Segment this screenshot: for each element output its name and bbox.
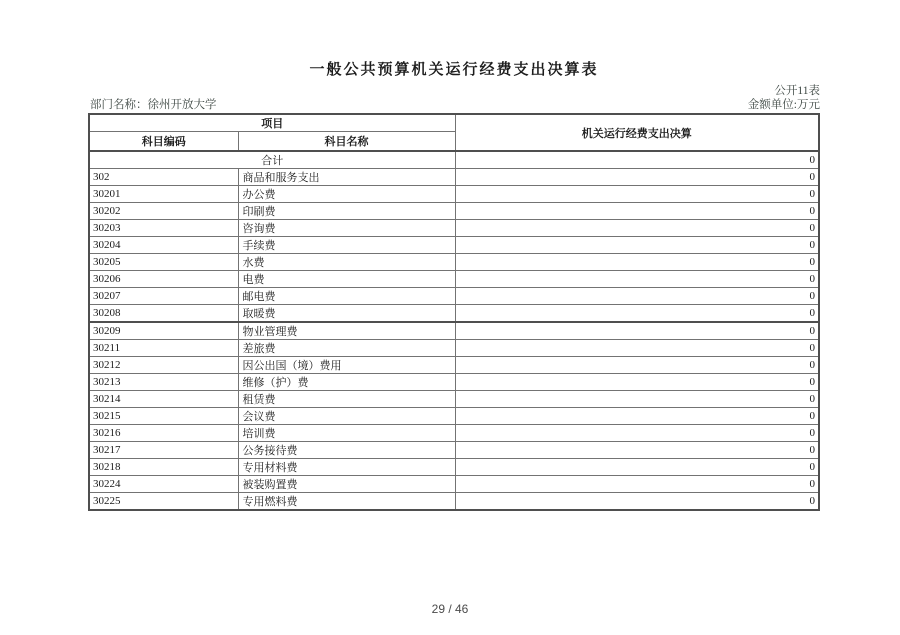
subject-code: 30217: [89, 442, 238, 459]
table-row: [89, 271, 819, 288]
subject-name: 办公费: [238, 186, 455, 203]
subject-name: 咨询费: [238, 220, 455, 237]
subject-name: 因公出国（境）费用: [238, 357, 455, 374]
total-value: 0: [455, 151, 819, 169]
subject-name: 专用燃料费: [238, 493, 455, 511]
amount-unit-label: 金额单位:万元: [747, 99, 820, 111]
row-value: 0: [455, 186, 819, 203]
page-number: 29 / 46: [431, 602, 469, 616]
row-value: 0: [455, 288, 819, 305]
row-value: 0: [455, 408, 819, 425]
subject-code: 30202: [89, 203, 238, 220]
row-value: 0: [455, 305, 819, 323]
total-label: 合计: [89, 151, 455, 169]
subject-code: 30205: [89, 254, 238, 271]
table-row: [89, 237, 819, 254]
row-value: 0: [455, 203, 819, 220]
subject-name: 公务接待费: [238, 442, 455, 459]
subject-code: 30204: [89, 237, 238, 254]
row-value: 0: [455, 425, 819, 442]
table-row: [89, 391, 819, 408]
row-value: 0: [455, 169, 819, 186]
subject-name: 取暖费: [238, 305, 455, 323]
table-meta-row: [90, 96, 820, 112]
page-title: 一般公共预算机关运行经费支出决算表: [309, 61, 599, 78]
subject-code: 30225: [89, 493, 238, 511]
table-row: [89, 459, 819, 476]
subject-code: 30209: [89, 322, 238, 340]
table-row: [89, 169, 819, 186]
subject-code: 30203: [89, 220, 238, 237]
subject-code: 30218: [89, 459, 238, 476]
table-row: [89, 493, 819, 511]
subject-name: 会议费: [238, 408, 455, 425]
subject-name: 印刷费: [238, 203, 455, 220]
table-row: [89, 203, 819, 220]
row-value: 0: [455, 254, 819, 271]
subject-name: 专用材料费: [238, 459, 455, 476]
row-value: 0: [455, 220, 819, 237]
table-row: [89, 357, 819, 374]
table-row: [89, 186, 819, 203]
subject-code: 30214: [89, 391, 238, 408]
subject-code: 30206: [89, 271, 238, 288]
subject-code: 30224: [89, 476, 238, 493]
table-row-total: [89, 151, 819, 169]
subject-name: 租赁费: [238, 391, 455, 408]
column-header-subject-name: 科目名称: [238, 132, 455, 152]
subject-name: 维修（护）费: [238, 374, 455, 391]
table-row: [89, 254, 819, 271]
department-name-label: 部门名称：徐州开放大学: [90, 99, 217, 111]
table-row: [89, 220, 819, 237]
subject-name: 被装购置费: [238, 476, 455, 493]
column-header-subject-code: 科目编码: [89, 132, 238, 152]
row-value: 0: [455, 322, 819, 340]
row-value: 0: [455, 442, 819, 459]
column-header-operating-expense: 机关运行经费支出决算: [455, 114, 819, 151]
subject-code: 30216: [89, 425, 238, 442]
subject-code: 30212: [89, 357, 238, 374]
table-row: [89, 288, 819, 305]
subject-code: 30215: [89, 408, 238, 425]
subject-name: 培训费: [238, 425, 455, 442]
row-value: 0: [455, 459, 819, 476]
subject-code: 30208: [89, 305, 238, 323]
subject-name: 差旅费: [238, 340, 455, 357]
subject-name: 物业管理费: [238, 322, 455, 340]
table-row: [89, 408, 819, 425]
table-row: [89, 374, 819, 391]
subject-code: 30207: [89, 288, 238, 305]
subject-name: 水费: [238, 254, 455, 271]
subject-code: 30213: [89, 374, 238, 391]
table-header: [89, 114, 819, 151]
row-value: 0: [455, 237, 819, 254]
table-row: [89, 305, 819, 323]
table-row: [89, 425, 819, 442]
subject-code: 302: [89, 169, 238, 186]
row-value: 0: [455, 493, 819, 511]
table-body: [89, 151, 819, 510]
row-value: 0: [455, 391, 819, 408]
table-row: [89, 442, 819, 459]
subject-name: 电费: [238, 271, 455, 288]
row-value: 0: [455, 340, 819, 357]
subject-code: 30211: [89, 340, 238, 357]
subject-name: 邮电费: [238, 288, 455, 305]
column-header-project: 项目: [89, 114, 455, 132]
table-row: [89, 322, 819, 340]
row-value: 0: [455, 476, 819, 493]
table-row: [89, 476, 819, 493]
subject-name: 商品和服务支出: [238, 169, 455, 186]
expense-table: [88, 113, 820, 511]
sheet-number-label: 公开11表: [774, 85, 820, 97]
table-row: [89, 340, 819, 357]
row-value: 0: [455, 271, 819, 288]
row-value: 0: [455, 374, 819, 391]
row-value: 0: [455, 357, 819, 374]
subject-name: 手续费: [238, 237, 455, 254]
subject-code: 30201: [89, 186, 238, 203]
